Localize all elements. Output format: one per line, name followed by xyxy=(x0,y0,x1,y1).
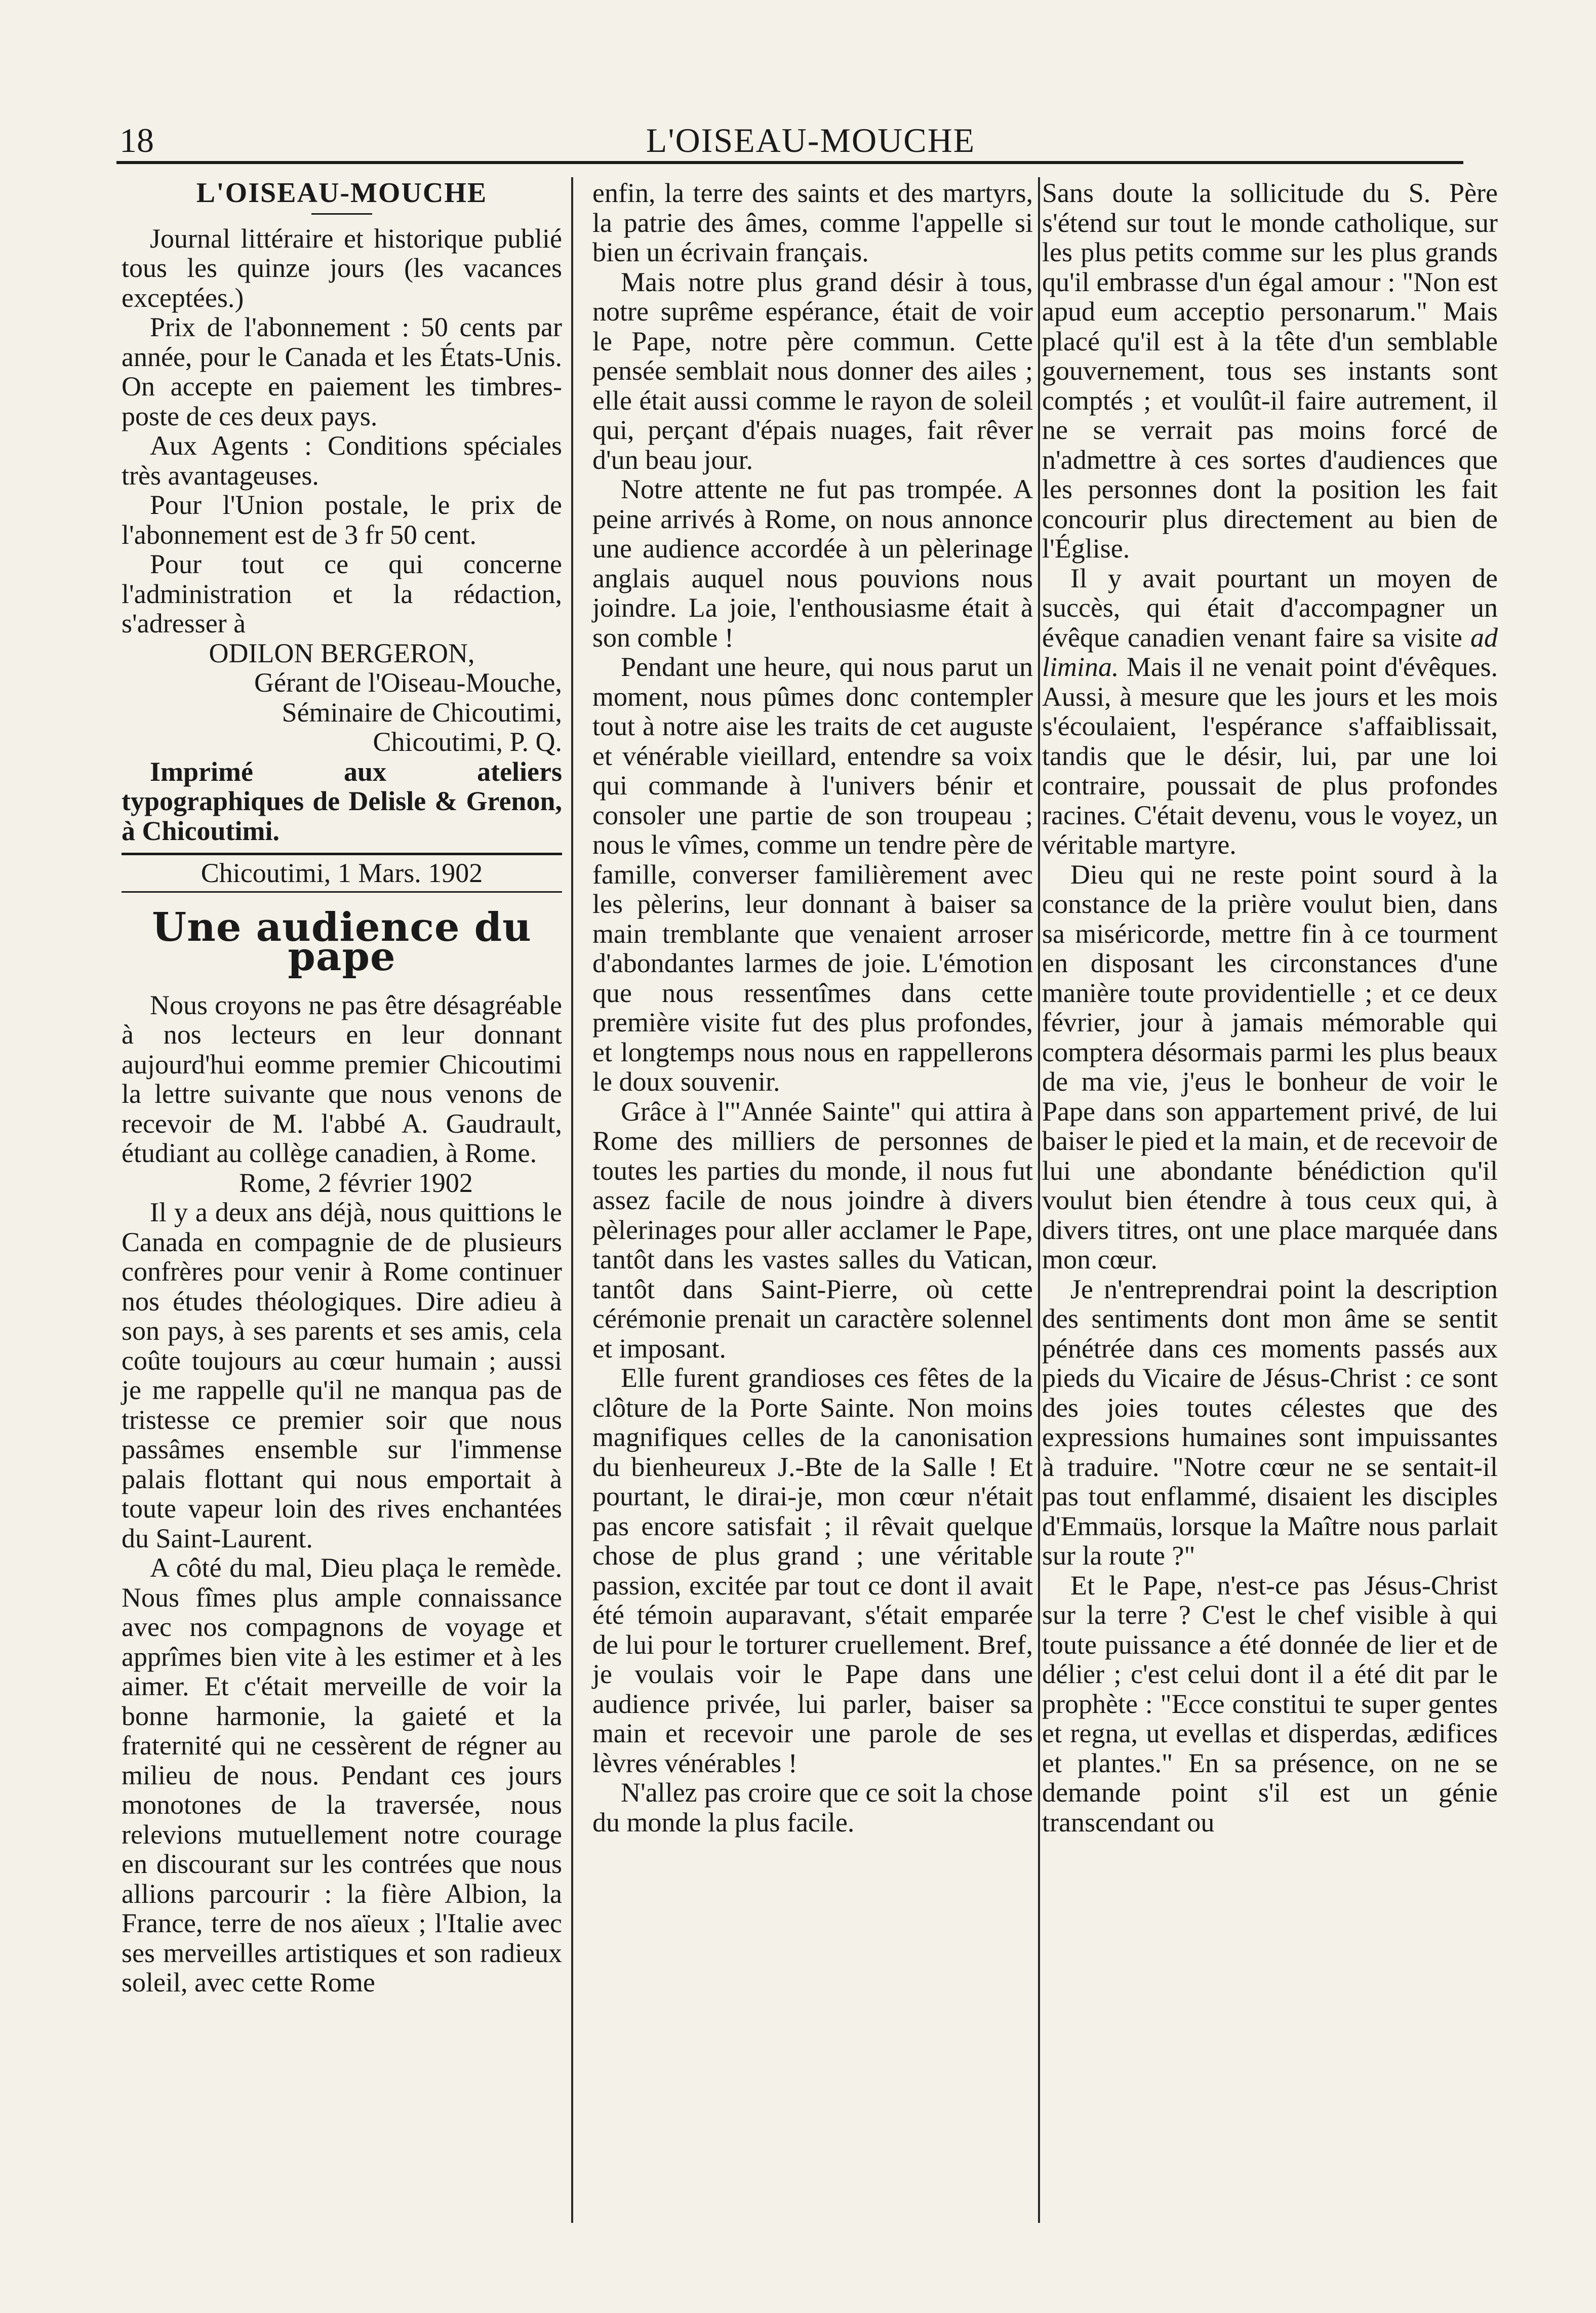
paragraph-text: Mais il ne venait point d'évêques. Aussi, à mesure que les jours et les mois s'écoulaient, l'espérance s'affaiblissait, tandis que le désir, lui, par une loi contraire, poussait de plus profondes racines. C'était devenu, vous le voyez, un véritable martyre. xyxy=(1042,652,1498,860)
article-paragraph: enfin, la terre des saints et des martyrs, la patrie des âmes, comme l'appelle si bien un écrivain français. xyxy=(592,178,1033,267)
dateline-rule xyxy=(122,891,562,893)
masthead-description: Journal littéraire et historique publié tous les quinze jours (les vacances exceptées.) xyxy=(122,223,562,313)
masthead-rule xyxy=(311,213,372,215)
article-paragraph: Il y a deux ans déjà, nous quittions le Canada en compagnie de de plusieurs confrères pour venir à Rome continuer nos études théologiques. Dire adieu à son pays, à ses parents et ses amis, cela coûte toujours au cœur humain ; aussi je me rappelle qu'il ne manqua pas de tristesse ce premier soir que nous passâmes ensemble sur l'immense palais flottant qui nous emportait à toute vapeur loin des rives enchantées du Saint-Laurent. xyxy=(122,1197,562,1553)
page-number: 18 xyxy=(119,121,154,159)
article-intro: Nous croyons ne pas être désagréable à nos lecteurs en leur donnant aujourd'hui eomme premier Chicoutimi la lettre suivante que nous venons de recevoir de M. l'abbé A. Gaudrault, étudiant au collège canadien, à Rome. xyxy=(122,989,562,1168)
latin-phrase: ad limina. xyxy=(1042,622,1498,682)
article-paragraph: A côté du mal, Dieu plaça le remède. Nous fîmes plus ample connaissance avec nos compagnons de voyage et apprîmes bien vite à les estimer et à les aimer. Et c'était merveille de voir la bonne harmonie, la gaieté et la fraternité qui ne cessèrent de régner au milieu de nous. Pendant ces jours monotones de la traversée, nous relevions mutuellement notre courage en discourant sur les contrées que nous allions parcourir : la fière Albion, la France, terre de nos aïeux ; l'Italie avec ses merveilles artistiques et son radieux soleil, avec cette Rome xyxy=(122,1552,562,1998)
manager-title: Gérant de l'Oiseau-Mouche, xyxy=(254,667,562,698)
article-paragraph: Elle furent grandioses ces fêtes de la clôture de la Porte Sainte. Non moins magnifiques celles de la canonisation du bienheureux J.-Bte de la Salle ! Et pourtant, le dirai-je, mon cœur n'était pas encore satisfait ; il rêvait quelque chose de plus grand ; une véritable passion, excitée par tout ce dont il avait été témoin auparavant, s'était emparée de lui pour le torturer cruellement. Bref, je voulais voir le Pape dans une audience privée, lui parler, baiser sa main et recevoir une parole de ses lèvres vénérables ! xyxy=(592,1363,1033,1778)
manager-name: ODILON BERGERON, xyxy=(209,637,475,668)
article-paragraph: Sans doute la sollicitude du S. Père s'étend sur tout le monde catholique, sur les plus petits comme sur les plus grands qu'il embrasse d'un égal amour : "Non est apud eum acceptio personarum." Mais placé qu'il est à la tête d'un semblable gouvernement, tous ses instants sont comptés ; et voulût-il faire autrement, il ne se verrait pas moins forcé de n'admettre à ces sortes d'audiences que les personnes dont la position les fait concourir plus directement au bien de l'Église. xyxy=(1042,178,1498,564)
column-2 xyxy=(592,178,1033,1837)
article-paragraph: Et le Pape, n'est-ce pas Jésus-Christ sur la terre ? C'est le chef visible à qui toute puissance a été donnée de lier et de délier ; c'est celui dont il a été dit par le prophète : "Ecce constitui te super gentes et regna, ut evellas et disperdas, ædifices et plantes." En sa présence, on ne se demande point s'il est un génie transcendant ou xyxy=(1042,1570,1498,1838)
masthead xyxy=(122,178,562,893)
page-header xyxy=(119,115,1502,166)
article-paragraph xyxy=(1042,564,1498,860)
article-paragraph: Pendant une heure, qui nous parut un moment, nous pûmes donc contempler tout à notre aise les traits de cet auguste et vénérable vieillard, entendre sa voix qui commande à l'univers bénir et consoler une partie de son troupeau ; nous le vîmes, comme un tendre père de famille, converser familièrement avec les pèlerins, leur donnant à baiser sa main tremblante que venaient arroser d'abondantes larmes de joie. L'émotion que nous ressentîmes dans cette première visite fut des plus profondes, et longtemps nous nous en rappellerons le doux souvenir. xyxy=(592,652,1033,1097)
printer-line: Imprimé aux ateliers typographiques de Delisle & Grenon, à Chicoutimi. xyxy=(122,756,562,846)
masthead-agents: Aux Agents : Conditions spéciales très avantageuses. xyxy=(122,430,562,491)
paragraph-text: Il y avait pourtant un moyen de succès, qui était d'accompagner un évêque canadien venant faire sa visite xyxy=(1042,563,1498,653)
masthead-subscription: Prix de l'abonnement : 50 cents par année, pour le Canada et les États-Unis. On accepte en paiement les timbres-poste de ces deux pays. xyxy=(122,312,562,431)
column-divider xyxy=(571,177,573,2223)
header-rule xyxy=(116,161,1463,164)
article-heading: Une audience du pape xyxy=(152,904,532,980)
article-paragraph: Grâce à l'"Année Sainte" qui attira à Rome des milliers de personnes de toutes les parties du monde, il nous fut assez facile de nous joindre à divers pèlerinages pour aller acclamer le Pape, tantôt dans les vastes salles du Vatican, tantôt dans Saint-Pierre, où cette cérémonie prenait un caractère solennel et imposant. xyxy=(592,1096,1033,1364)
running-title: L'OISEAU-MOUCHE xyxy=(646,121,976,159)
column-divider xyxy=(1038,177,1040,2223)
letter-place-date: Rome, 2 février 1902 xyxy=(239,1167,473,1198)
article-paragraph: N'allez pas croire que ce soit la chose du monde la plus facile. xyxy=(592,1777,1033,1838)
article-paragraph: Dieu qui ne reste point sourd à la constance de la prière voulut bien, dans sa miséricorde, mettre fin à ce tourment en disposant les circonstances d'une manière toute providentielle ; et ce deux février, jour à jamais mémorable qui comptera désormais parmi les plus beaux de ma vie, j'eus le bonheur de voir le Pape dans son appartement privé, de lui baiser le pied et la main, et de recevoir de lui une abondante bénédiction qu'il voulut bien étendre à tous ceux qui, à divers titres, ont une place marquée dans mon cœur. xyxy=(1042,859,1498,1274)
issue-dateline: Chicoutimi, 1 Mars. 1902 xyxy=(201,858,483,888)
article-paragraph: Je n'entreprendrai point la description des sentiments dont mon âme se sentit pénétrée dans ces moments passés aux pieds du Vicaire de Jésus-Christ : ce sont des joies toutes célestes que des expressions humaines sont impuissantes à traduire. "Notre cœur ne se sentait-il pas tout enflammé, disaient les disciples d'Emmaüs, lorsque la Maître nous parlait sur la route ?" xyxy=(1042,1273,1498,1571)
address-line: Séminaire de Chicoutimi, xyxy=(282,697,562,728)
masthead-title: L'OISEAU-MOUCHE xyxy=(196,177,488,209)
masthead-contact: Pour tout ce qui concerne l'administration et la rédaction, s'adresser à xyxy=(122,549,562,639)
address-city: Chicoutimi, P. Q. xyxy=(373,727,562,757)
masthead-postal-union: Pour l'Union postale, le prix de l'abonnement est de 3 fr 50 cent. xyxy=(122,490,562,550)
masthead-bottom-rule xyxy=(122,853,562,855)
article-paragraph: Notre attente ne fut pas trompée. A peine arrivés à Rome, on nous annonce une audience accordée à un pèlerinage anglais auquel nous pouvions nous joindre. La joie, l'enthousiasme était à son comble ! xyxy=(592,474,1033,653)
column-1 xyxy=(122,178,562,1998)
article-paragraph: Mais notre plus grand désir à tous, notre suprême espérance, était de voir le Pape, notre père commun. Cette pensée semblait nous donner des ailes ; elle était aussi comme le rayon de soleil qui, perçant d'épais nuages, fait rêver d'un beau jour. xyxy=(592,266,1033,475)
column-3 xyxy=(1042,178,1498,1837)
